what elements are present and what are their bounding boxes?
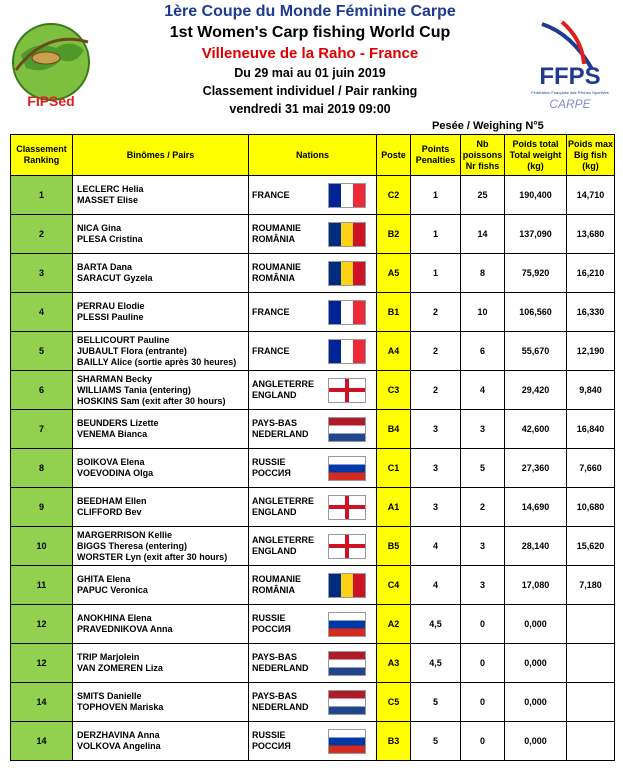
bigfish-cell	[567, 683, 615, 722]
fish-cell: 4	[461, 371, 505, 410]
rank-cell: 14	[11, 683, 73, 722]
rank-cell: 2	[11, 215, 73, 254]
bigfish-cell: 16,840	[567, 410, 615, 449]
flag-icon-ro	[328, 573, 366, 598]
nation-name: РОССИЯ	[252, 468, 291, 478]
pair-member: VENEMA Bianca	[77, 429, 148, 439]
poste-cell: C2	[377, 176, 411, 215]
fish-cell: 8	[461, 254, 505, 293]
pair-member: WILLIAMS Tania (entering)	[77, 384, 191, 395]
ffps-logo-text: FFPS	[539, 63, 601, 90]
penalties-cell: 4,5	[411, 605, 461, 644]
table-row	[11, 371, 615, 410]
nation-cell	[249, 722, 377, 761]
penalties-cell: 5	[411, 683, 461, 722]
table-row	[11, 605, 615, 644]
nation-cell	[249, 410, 377, 449]
pair-member: PERRAU Elodie	[77, 301, 145, 311]
pairs-cell	[73, 488, 249, 527]
weight-cell: 190,400	[505, 176, 567, 215]
poste-cell: A1	[377, 488, 411, 527]
header	[100, 0, 520, 117]
pair-member: GHITA Elena	[77, 574, 131, 584]
ffps-logo-subtitle: Fédération Française des Pêches Sportives	[531, 90, 609, 95]
pair-member: MASSET Elise	[77, 195, 139, 205]
nation-name: RUSSIE	[252, 457, 286, 467]
pair-member: MARGERRISON Kellie	[77, 529, 173, 540]
flag-icon-nl	[328, 651, 366, 676]
pair-member: VOLKOVA Angelina	[77, 741, 161, 751]
nation-cell	[249, 527, 377, 566]
rank-cell: 3	[11, 254, 73, 293]
nation-name: ANGLETERRE	[252, 535, 315, 545]
weight-cell: 106,560	[505, 293, 567, 332]
pair-member: SARACUT Gyzela	[77, 273, 153, 283]
fish-cell: 0	[461, 605, 505, 644]
pairs-cell	[73, 332, 249, 371]
col-nations: Nations	[249, 135, 377, 176]
penalties-cell: 1	[411, 215, 461, 254]
nation-name: РОССИЯ	[252, 741, 291, 751]
weight-cell: 55,670	[505, 332, 567, 371]
poste-cell: C4	[377, 566, 411, 605]
poste-cell: C1	[377, 449, 411, 488]
pair-member: BEEDHAM Ellen	[77, 496, 147, 506]
title-en: 1st Women's Carp fishing World Cup	[169, 24, 451, 41]
penalties-cell: 4	[411, 566, 461, 605]
poste-cell: C5	[377, 683, 411, 722]
nation-cell	[249, 644, 377, 683]
nation-name: ROUMANIE	[252, 262, 301, 272]
bigfish-cell: 7,660	[567, 449, 615, 488]
penalties-cell: 3	[411, 410, 461, 449]
fish-cell: 3	[461, 566, 505, 605]
nation-cell	[249, 293, 377, 332]
rank-cell: 8	[11, 449, 73, 488]
penalties-cell: 3	[411, 488, 461, 527]
poste-cell: A4	[377, 332, 411, 371]
nation-name: ROMÂNIA	[252, 273, 295, 283]
poste-cell: A5	[377, 254, 411, 293]
poste-cell: B5	[377, 527, 411, 566]
pair-member: PRAVEDNIKOVA Anna	[77, 624, 173, 634]
col-pairs: Binômes / Pairs	[73, 135, 249, 176]
penalties-cell: 1	[411, 176, 461, 215]
nation-cell	[249, 215, 377, 254]
penalties-cell: 2	[411, 293, 461, 332]
weight-cell: 42,600	[505, 410, 567, 449]
pair-member: PLESA Cristina	[77, 234, 143, 244]
fish-cell: 2	[461, 488, 505, 527]
nation-cell	[249, 449, 377, 488]
nation-name: ANGLETERRE	[252, 496, 315, 506]
pairs-cell	[73, 566, 249, 605]
nation-name: NEDERLAND	[252, 663, 309, 673]
nation-cell	[249, 683, 377, 722]
nation-name: ANGLETERRE	[252, 379, 315, 389]
flag-icon-ru	[328, 612, 366, 637]
pair-member: VAN ZOMEREN Liza	[77, 663, 163, 673]
pair-member: ANOKHINA Elena	[77, 613, 152, 623]
flag-icon-en	[328, 534, 366, 559]
nation-cell	[249, 332, 377, 371]
fish-cell: 3	[461, 527, 505, 566]
fish-cell: 5	[461, 449, 505, 488]
fish-cell: 0	[461, 644, 505, 683]
rank-cell: 9	[11, 488, 73, 527]
pairs-cell	[73, 293, 249, 332]
weight-cell: 17,080	[505, 566, 567, 605]
nation-cell	[249, 566, 377, 605]
table-header-row	[11, 135, 615, 176]
table-row	[11, 527, 615, 566]
rank-cell: 11	[11, 566, 73, 605]
bigfish-cell: 16,210	[567, 254, 615, 293]
rank-cell: 7	[11, 410, 73, 449]
nation-name: РОССИЯ	[252, 624, 291, 634]
poste-cell: A3	[377, 644, 411, 683]
nation-cell	[249, 176, 377, 215]
fish-cell: 3	[461, 410, 505, 449]
pair-member: SMITS Danielle	[77, 691, 142, 701]
nation-name: RUSSIE	[252, 730, 286, 740]
flag-icon-ro	[328, 261, 366, 286]
table-row	[11, 722, 615, 761]
pairs-cell	[73, 683, 249, 722]
nation-name: PAYS-BAS	[252, 652, 298, 662]
nation-name: ENGLAND	[252, 507, 297, 517]
pair-member: DERZHAVINA Anna	[77, 730, 160, 740]
flag-icon-en	[328, 378, 366, 403]
bigfish-cell: 15,620	[567, 527, 615, 566]
nation-cell	[249, 254, 377, 293]
penalties-cell: 4	[411, 527, 461, 566]
pairs-cell	[73, 254, 249, 293]
table-row	[11, 176, 615, 215]
pairs-cell	[73, 527, 249, 566]
fipsed-logo	[6, 20, 96, 110]
nation-name: ROMÂNIA	[252, 585, 295, 595]
ffps-logo-carpe: CARPE	[549, 97, 591, 111]
rank-cell: 6	[11, 371, 73, 410]
pair-member: BIGGS Theresa (entering)	[77, 540, 188, 551]
pair-member: LECLERC Helia	[77, 184, 144, 194]
penalties-cell: 3	[411, 449, 461, 488]
weighing-label: Pesée / Weighing N°5	[432, 120, 544, 132]
penalties-cell: 2	[411, 371, 461, 410]
table-row	[11, 644, 615, 683]
fish-cell: 25	[461, 176, 505, 215]
table-row	[11, 449, 615, 488]
penalties-cell: 4,5	[411, 644, 461, 683]
weight-cell: 75,920	[505, 254, 567, 293]
table-row	[11, 254, 615, 293]
poste-cell: C3	[377, 371, 411, 410]
bigfish-cell: 9,840	[567, 371, 615, 410]
col-penalties: Points Penalties	[411, 135, 461, 176]
rank-cell: 14	[11, 722, 73, 761]
poste-cell: B4	[377, 410, 411, 449]
pair-member: VOEVODINA Olga	[77, 468, 154, 478]
col-weight: Poids total Total weight (kg)	[505, 135, 567, 176]
table-row	[11, 215, 615, 254]
pair-member: BELLICOURT Pauline	[77, 334, 170, 345]
nation-cell	[249, 371, 377, 410]
fish-cell: 0	[461, 722, 505, 761]
pairs-cell	[73, 449, 249, 488]
nation-name: FRANCE	[252, 189, 290, 200]
flag-icon-fr	[328, 300, 366, 325]
flag-icon-ro	[328, 222, 366, 247]
pair-member: PLESSI Pauline	[77, 312, 144, 322]
fish-cell: 14	[461, 215, 505, 254]
bigfish-cell	[567, 722, 615, 761]
pair-member: BAILLY Alice (sortie après 30 heures)	[77, 356, 237, 367]
pairs-cell	[73, 410, 249, 449]
pairs-cell	[73, 176, 249, 215]
nation-name: PAYS-BAS	[252, 418, 298, 428]
pairs-cell	[73, 605, 249, 644]
table-row	[11, 332, 615, 371]
pair-member: WORSTER Lyn (exit after 30 hours)	[77, 551, 228, 562]
pair-member: JUBAULT Flora (entrante)	[77, 345, 187, 356]
flag-icon-fr	[328, 339, 366, 364]
penalties-cell: 2	[411, 332, 461, 371]
nation-name: ENGLAND	[252, 546, 297, 556]
bigfish-cell: 14,710	[567, 176, 615, 215]
poste-cell: B3	[377, 722, 411, 761]
weight-cell: 0,000	[505, 644, 567, 683]
dates: Du 29 mai au 01 juin 2019	[234, 66, 386, 80]
fipsed-logo-text: FIPSed	[27, 93, 75, 109]
weight-cell: 14,690	[505, 488, 567, 527]
pairs-cell	[73, 722, 249, 761]
rank-cell: 4	[11, 293, 73, 332]
bigfish-cell: 12,190	[567, 332, 615, 371]
pair-member: TOPHOVEN Mariska	[77, 702, 164, 712]
rank-cell: 1	[11, 176, 73, 215]
timestamp: vendredi 31 mai 2019 09:00	[229, 102, 391, 116]
col-rank: Classement Ranking	[11, 135, 73, 176]
poste-cell: A2	[377, 605, 411, 644]
pair-member: PAPUC Veronica	[77, 585, 148, 595]
table-body	[11, 176, 615, 761]
ffps-logo	[522, 14, 618, 114]
bigfish-cell	[567, 644, 615, 683]
penalties-cell: 5	[411, 722, 461, 761]
table-row	[11, 293, 615, 332]
weight-cell: 0,000	[505, 605, 567, 644]
rank-cell: 12	[11, 605, 73, 644]
table-row	[11, 683, 615, 722]
flag-icon-ru	[328, 456, 366, 481]
pair-member: TRIP Marjolein	[77, 652, 140, 662]
weight-cell: 28,140	[505, 527, 567, 566]
rank-cell: 10	[11, 527, 73, 566]
pair-member: HOSKINS Sam (exit after 30 hours)	[77, 395, 226, 406]
poste-cell: B1	[377, 293, 411, 332]
pairs-cell	[73, 215, 249, 254]
pair-member: CLIFFORD Bev	[77, 507, 142, 517]
penalties-cell: 1	[411, 254, 461, 293]
bigfish-cell: 7,180	[567, 566, 615, 605]
pair-member: BARTA Dana	[77, 262, 133, 272]
nation-cell	[249, 605, 377, 644]
nation-name: FRANCE	[252, 345, 290, 356]
bigfish-cell	[567, 605, 615, 644]
pair-member: SHARMAN Becky	[77, 373, 153, 384]
weight-cell: 0,000	[505, 722, 567, 761]
location: Villeneuve de la Raho - France	[201, 45, 419, 62]
flag-icon-ru	[328, 729, 366, 754]
flag-icon-nl	[328, 417, 366, 442]
nation-cell	[249, 488, 377, 527]
fish-cell: 10	[461, 293, 505, 332]
weight-cell: 29,420	[505, 371, 567, 410]
pair-member: BOIKOVA Elena	[77, 457, 145, 467]
nation-name: RUSSIE	[252, 613, 286, 623]
nation-name: PAYS-BAS	[252, 691, 298, 701]
nation-name: FRANCE	[252, 306, 290, 317]
fish-cell: 0	[461, 683, 505, 722]
bigfish-cell: 16,330	[567, 293, 615, 332]
poste-cell: B2	[377, 215, 411, 254]
nation-name: ROUMANIE	[252, 223, 301, 233]
table-row	[11, 488, 615, 527]
pairs-cell	[73, 371, 249, 410]
rank-cell: 12	[11, 644, 73, 683]
col-bigfish: Poids max Big fish (kg)	[567, 135, 615, 176]
table-row	[11, 566, 615, 605]
weight-cell: 0,000	[505, 683, 567, 722]
nation-name: NEDERLAND	[252, 702, 309, 712]
nation-name: ROMÂNIA	[252, 234, 295, 244]
weight-cell: 137,090	[505, 215, 567, 254]
nation-name: ROUMANIE	[252, 574, 301, 584]
ranking-table	[10, 134, 615, 761]
bigfish-cell: 13,680	[567, 215, 615, 254]
pair-member: BEUNDERS Lizette	[77, 418, 159, 428]
nation-name: ENGLAND	[252, 390, 297, 400]
col-poste: Poste	[377, 135, 411, 176]
flag-icon-fr	[328, 183, 366, 208]
col-fish: Nb poissons Nr fishs	[461, 135, 505, 176]
weight-cell: 27,360	[505, 449, 567, 488]
fish-cell: 6	[461, 332, 505, 371]
rank-cell: 5	[11, 332, 73, 371]
title-fr: 1ère Coupe du Monde Féminine Carpe	[164, 3, 456, 20]
flag-icon-nl	[328, 690, 366, 715]
nation-name: NEDERLAND	[252, 429, 309, 439]
pair-member: NICA Gina	[77, 223, 122, 233]
table-row	[11, 410, 615, 449]
bigfish-cell: 10,680	[567, 488, 615, 527]
flag-icon-en	[328, 495, 366, 520]
pairs-cell	[73, 644, 249, 683]
ranking-type: Classement individuel / Pair ranking	[202, 84, 418, 98]
